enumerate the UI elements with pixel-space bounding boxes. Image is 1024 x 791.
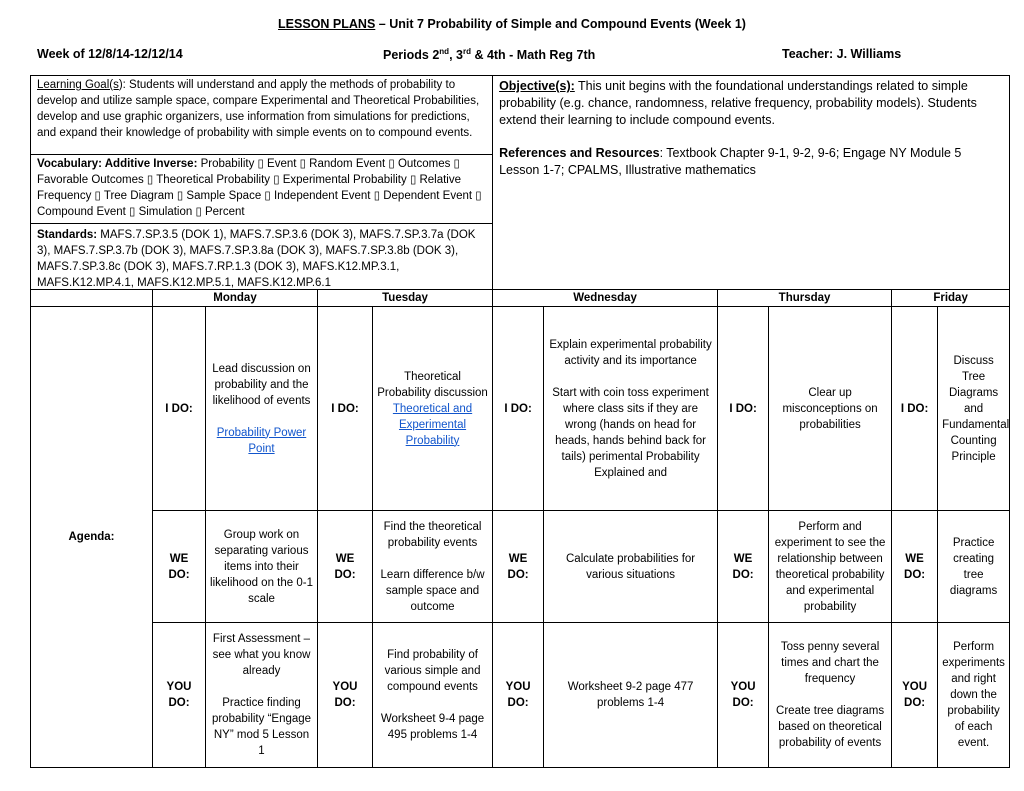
title-rest: – Unit 7 Probability of Simple and Compound Events (Week 1) <box>375 17 746 31</box>
we-do-tuesday: Find the theoretical probability events Learn difference b/w sample space and outcome <box>373 511 493 623</box>
day-thursday: Thursday <box>718 290 892 307</box>
you-do-label-wed: YOU DO: <box>493 623 544 768</box>
vocabulary-box <box>31 154 492 223</box>
you-do-row <box>31 623 1010 768</box>
theoretical-experimental-link[interactable]: Theoretical and Experimental Probability <box>392 402 473 447</box>
day-friday: Friday <box>892 290 1010 307</box>
i-do-label-fri: I DO: <box>892 307 938 511</box>
day-monday: Monday <box>153 290 318 307</box>
learning-goal-box <box>31 76 492 154</box>
i-do-thursday: Clear up misconceptions on probabilities <box>769 307 892 511</box>
you-do-friday: Perform experiments and right down the probability of each event. <box>938 623 1010 768</box>
you-do-tuesday: Find probability of various simple and compound events Worksheet 9-4 page 495 problems 1-4 <box>373 623 493 768</box>
you-do-wednesday: Worksheet 9-2 page 477 problems 1-4 <box>544 623 718 768</box>
day-tuesday: Tuesday <box>318 290 493 307</box>
i-do-row <box>31 307 1010 511</box>
we-do-label-wed: WE DO: <box>493 511 544 623</box>
vocabulary-text: Probability ▯ Event ▯ Random Event ▯ Outcomes ▯ Favorable Outcomes ▯ Theoretical Probability ▯ Experimental Probability ▯ Relative Frequency ▯ Tree Diagram ▯ Sample Space ▯ Independent Event ▯ Dependent Event ▯ Compound Event ▯ Simulation ▯ Percent <box>37 158 482 218</box>
document-title <box>0 17 1024 31</box>
goals-cell <box>31 76 493 290</box>
standards-box <box>31 223 492 289</box>
we-do-label-fri: WE DO: <box>892 511 938 623</box>
you-do-label-mon: YOU DO: <box>153 623 206 768</box>
i-do-monday: Lead discussion on probability and the likelihood of events Probability Power Point <box>206 307 318 511</box>
we-do-label-tue: WE DO: <box>318 511 373 623</box>
we-do-thursday: Perform and experiment to see the relationship between theoretical probability and experimental probability <box>769 511 892 623</box>
we-do-wednesday: Calculate probabilities for various situations <box>544 511 718 623</box>
standards-label: Standards: <box>37 229 98 241</box>
lesson-plan-table <box>30 75 1010 768</box>
title-prefix: LESSON PLANS <box>278 17 376 31</box>
learning-goal-label: Learning Goal(s <box>37 79 119 91</box>
day-wednesday: Wednesday <box>493 290 718 307</box>
i-do-label-thu: I DO: <box>718 307 769 511</box>
probability-power-point-link[interactable]: Probability Power Point <box>216 426 307 455</box>
we-do-label-mon: WE DO: <box>153 511 206 623</box>
periods-label: Periods 2nd, 3rd & 4th - Math Reg 7th <box>383 47 596 63</box>
you-do-thursday: Toss penny several times and chart the frequency Create tree diagrams based on theoretical probability of events <box>769 623 892 768</box>
references-label: References and Resources <box>499 146 660 160</box>
we-do-friday: Practice creating tree diagrams <box>938 511 1010 623</box>
objectives-label: Objective(s): <box>499 79 575 93</box>
standards-text: MAFS.7.SP.3.5 (DOK 1), MAFS.7.SP.3.6 (DOK 3), MAFS.7.SP.3.7a (DOK 3), MAFS.7.SP.3.7b (DOK 3), MAFS.7.SP.3.8a (DOK 3), MAFS.7.SP.3.8b (DOK 3), MAFS.7.SP.3.8c (DOK 3), MAFS.7.RP.1.3 (DOK 3), MAFS.K12.MP.3.1, MAFS.K12.MP.4.1, MAFS.K12.MP.5.1, MAFS.K12.MP.6.1 <box>37 229 476 289</box>
you-do-label-tue: YOU DO: <box>318 623 373 768</box>
teacher-label: Teacher: J. Williams <box>782 47 902 61</box>
learning-goal-text: ): Students will understand and apply the methods of probability to develop and utilize sample space, compare Experimental and Theoretical Probabilities, develop and use graphic organizers, use information from simulations for predictions, and expand their knowledge of probability with simple events on to compound events. <box>37 79 480 139</box>
objectives-cell <box>493 76 1010 290</box>
days-header-row <box>31 290 1010 307</box>
objectives-text: This unit begins with the foundational understandings related to simple probability (e.g. chance, randomness, relative frequency, probability models). Students extend their learning to include compound events. <box>499 79 977 127</box>
we-do-row <box>31 511 1010 623</box>
i-do-label-mon: I DO: <box>153 307 206 511</box>
i-do-wednesday: Explain experimental probability activity and its importance Start with coin toss experiment where class sits if they are wrong (hands on head for heads, hands behind back for tails) perimental Probability Explained and <box>544 307 718 511</box>
you-do-label-thu: YOU DO: <box>718 623 769 768</box>
references-text: : Textbook Chapter 9-1, 9-2, 9-6; Engage NY Module 5 Lesson 1-7; CPALMS, Illustrative mathematics <box>499 146 962 177</box>
agenda-label: Agenda: <box>31 307 153 768</box>
i-do-label-tue: I DO: <box>318 307 373 511</box>
week-label: Week of 12/8/14-12/12/14 <box>37 47 183 61</box>
you-do-label-fri: YOU DO: <box>892 623 938 768</box>
vocabulary-label: Vocabulary: Additive Inverse: <box>37 158 198 170</box>
we-do-monday: Group work on separating various items into their likelihood on the 0-1 scale <box>206 511 318 623</box>
we-do-label-thu: WE DO: <box>718 511 769 623</box>
i-do-friday: Discuss Tree Diagrams and Fundamental Counting Principle <box>938 307 1010 511</box>
i-do-label-wed: I DO: <box>493 307 544 511</box>
i-do-tuesday: Theoretical Probability discussion Theoretical and Experimental Probability <box>373 307 493 511</box>
you-do-monday: First Assessment – see what you know already Practice finding probability “Engage NY” mod 5 Lesson 1 <box>206 623 318 768</box>
